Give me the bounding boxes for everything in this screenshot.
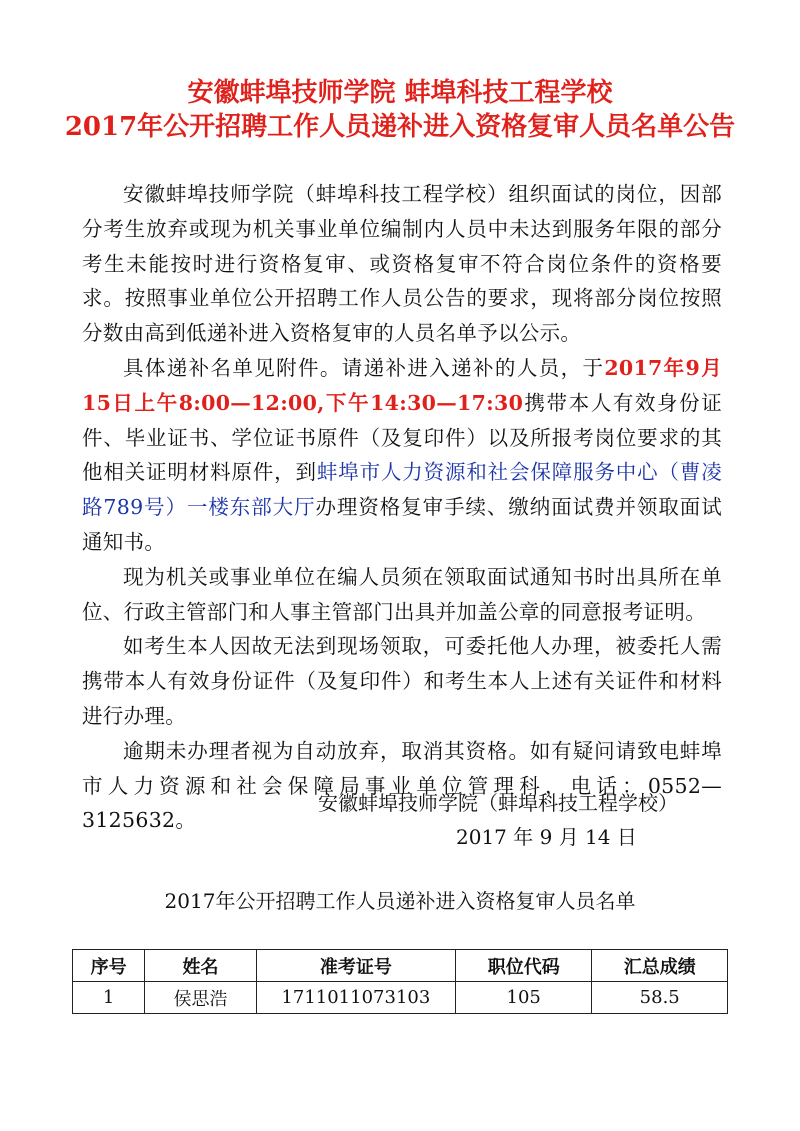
paragraph-2 xyxy=(82,351,722,560)
p2-text-b: 携带本人有效身份证件、毕业证书、学位证书原件（及复印件）以及所报考岗位要求的其他相关证明材料原件，到 xyxy=(82,390,723,485)
header-exam-number: 准考证号 xyxy=(256,950,455,982)
header-position-code: 职位代码 xyxy=(455,950,591,982)
header-serial: 序号 xyxy=(73,950,145,982)
review-location: 蚌埠市人力资源和社会保障服务中心（曹凌路789号）一楼东部大厅 xyxy=(82,460,722,520)
paragraph-1: 安徽蚌埠技师学院（蚌埠科技工程学校）组织面试的岗位，因部分考生放弃或现为机关事业单位编制内人员中未达到服务年限的部分考生未能按时进行资格复审、或资格复审不符合岗位条件的资格要求。按照事业单位公开招聘工作人员公告的要求，现将部分岗位按照分数由高到低递补进入资格复审的人员名单予以公示。 xyxy=(82,182,722,346)
paragraph-4: 如考生本人因故无法到现场领取，可委托他人办理，被委托人需携带本人有效身份证件（及复印件）和考生本人上述有关证件和材料进行办理。 xyxy=(82,634,722,728)
cell-name: 侯思浩 xyxy=(145,982,257,1014)
p2-text-a: 具体递补名单见附件。请递补进入递补的人员，于 xyxy=(123,355,605,380)
cell-position-code: 105 xyxy=(455,982,591,1014)
signature-date: 2017 年 9 月 14 日 xyxy=(456,825,637,849)
header-total-score: 汇总成绩 xyxy=(592,950,728,982)
table-row xyxy=(73,982,728,1014)
review-time: 2017年9月15日上午8:00—12:00,下午14:30—17:30 xyxy=(82,355,722,415)
p2-text-c: 办理资格复审手续、缴纳面试费并领取面试通知书。 xyxy=(82,495,722,554)
cell-serial: 1 xyxy=(73,982,145,1014)
paragraph-3: 现为机关或事业单位在编人员须在领取面试通知书时出具所在单位、行政主管部门和人事主管部门出具并加盖公章的同意报考证明。 xyxy=(82,564,722,624)
list-title: 2017年公开招聘工作人员递补进入资格复审人员名单 xyxy=(164,889,636,913)
cell-total-score: 58.5 xyxy=(592,982,728,1014)
paragraph-5: 逾期未办理者视为自动放弃，取消其资格。如有疑问请致电蚌埠市人力资源和社会保障局事业单位管理科，电话：0552—3125632。 xyxy=(82,738,722,833)
table-header-row xyxy=(73,950,728,982)
announcement-body xyxy=(82,177,722,838)
cell-exam-number: 1711011073103 xyxy=(256,982,455,1014)
title-line-1: 安徽蚌埠技师学院 蚌埠科技工程学校 xyxy=(187,78,613,108)
results-table xyxy=(72,949,728,1014)
title-line-2: 2017年公开招聘工作人员递补进入资格复审人员名单公告 xyxy=(64,112,736,142)
signature-org: 安徽蚌埠技师学院（蚌埠科技工程学校） xyxy=(318,791,678,815)
header-name: 姓名 xyxy=(145,950,257,982)
